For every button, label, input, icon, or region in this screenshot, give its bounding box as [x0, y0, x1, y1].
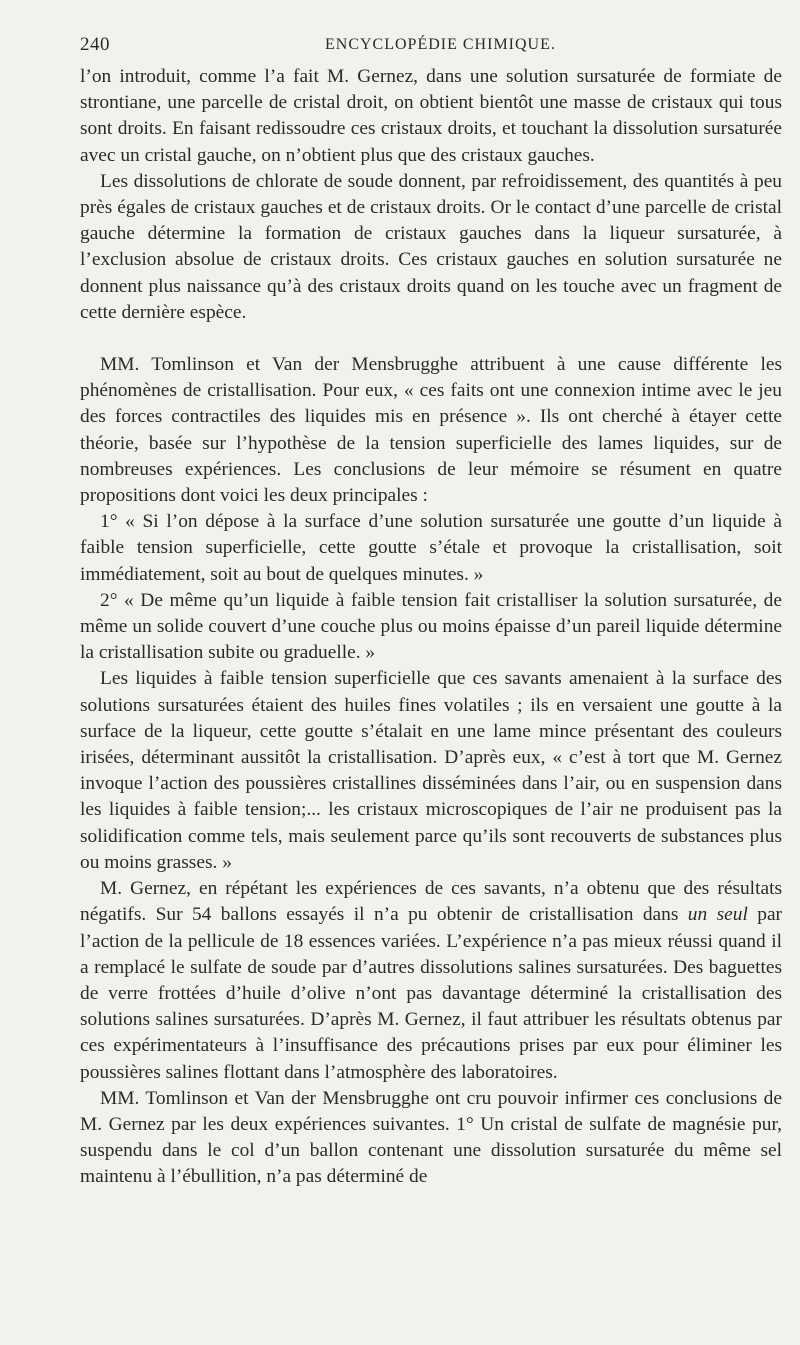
paragraph-4: 1° « Si l’on dépose à la surface d’une solution sursaturée une goutte d’un liquide à faible tension superficielle, cette goutte s’étale et provoque la cristallisation, soit immédiatement, soit au bout de quelques minutes. »: [80, 511, 782, 585]
paragraph-3: MM. Tomlinson et Van der Mensbrugghe attribuent à une cause différente les phénomènes de cristallisation. Pour eux, « ces faits ont une connexion intime avec le jeu des forces contractiles des liquides mis en présence ». Ils ont cherché à étayer cette théorie, basée sur l’hypothèse de la tension superficielle des lames liquides, sur de nombreuses expériences. Les conclusions de leur mémoire se résument en quatre propositions dont voici les deux principales :: [80, 354, 782, 507]
paragraph-7-end: par l’action de la pellicule de 18 essences variées. L’expérience n’a pas mieux réussi quand il a remplacé le sulfate de soude par d’autres dissolutions salines sursaturées. Des baguettes de verre frottées d’huile d’olive n’ont pas davantage déterminé la cristallisation des solutions salines sursaturées. D’après M. Gernez, il faut attribuer les résultats obtenus par ces expérimentateurs à l’insuffisance des précautions prises par eux pour éliminer les poussières salines flottant dans l’atmosphère des laboratoires.: [80, 904, 783, 1083]
paragraph-7-start: M. Gernez, en répétant les expériences de ces savants, n’a obtenu que des résultats négatifs. Sur 54 ballons essayés il n’a pu obtenir de cristallisation dans: [80, 878, 782, 926]
paragraph-8: MM. Tomlinson et Van der Mensbrugghe ont cru pouvoir infirmer ces conclusions de M. Gernez par les deux expériences suivantes. 1° Un cristal de sulfate de magnésie pur, suspendu dans le col d’un ballon contenant une dissolution sursaturée du même sel maintenu à l’ébullition, n’a pas déterminé de: [80, 1087, 782, 1188]
paragraph-7-emphasis: un seul: [687, 904, 748, 926]
paragraph-2: Les dissolutions de chlorate de soude donnent, par refroidissement, des quantités à peu près égales de cristaux gauches et de cristaux droits. Or le contact d’une parcelle de cristal gauche détermine la formation de cristaux gauches dans la liqueur sursaturée, à l’exclusion absolue de cristaux droits. Ces cristaux gauches en solution sursaturée ne donnent plus naissance qu’à des cristaux droits quand on les touche avec un fragment de cette dernière espèce.: [80, 170, 782, 323]
paragraph-5: 2° « De même qu’un liquide à faible tension fait cristalliser la solution sursaturée, de même un solide couvert d’une couche plus ou moins épaisse d’un pareil liquide détermine la cristallisation subite ou graduelle. »: [80, 589, 782, 664]
paragraph-7: [80, 876, 782, 1086]
paragraph-1: l’on introduit, comme l’a fait M. Gernez, dans une solution sursaturée de formiate de strontiane, une parcelle de cristal droit, on obtient bientôt une masse de cristaux qui tous sont droits. En faisant redissoudre ces cristaux droits, et touchant la dissolution sursaturée avec un cristal gauche, on n’obtient plus que des cristaux gauches.: [80, 66, 782, 166]
paragraph-6: Les liquides à faible tension superficielle que ces savants amenaient à la surface des solutions sursaturées étaient des huiles fines volatiles ; ils en versaient une goutte à la surface de la liqueur, cette goutte s’étalait en une lame mince présentant des couleurs irisées, déterminant aussitôt la cristallisation. D’après eux, « c’est à tort que M. Gernez invoque l’action des poussières cristallines disséminées dans l’air, ou en suspension dans les liquides à faible tension;... les cristaux microscopiques de l’air ne produisent pas la solidification comme tels, mais seulement parce qu’ils sont recouverts de substances plus ou moins grasses. »: [80, 668, 782, 873]
body-text: [80, 64, 782, 1191]
page-header: [80, 34, 782, 58]
page-number: 240: [80, 34, 110, 55]
running-head: ENCYCLOPÉDIE CHIMIQUE.: [325, 36, 556, 53]
